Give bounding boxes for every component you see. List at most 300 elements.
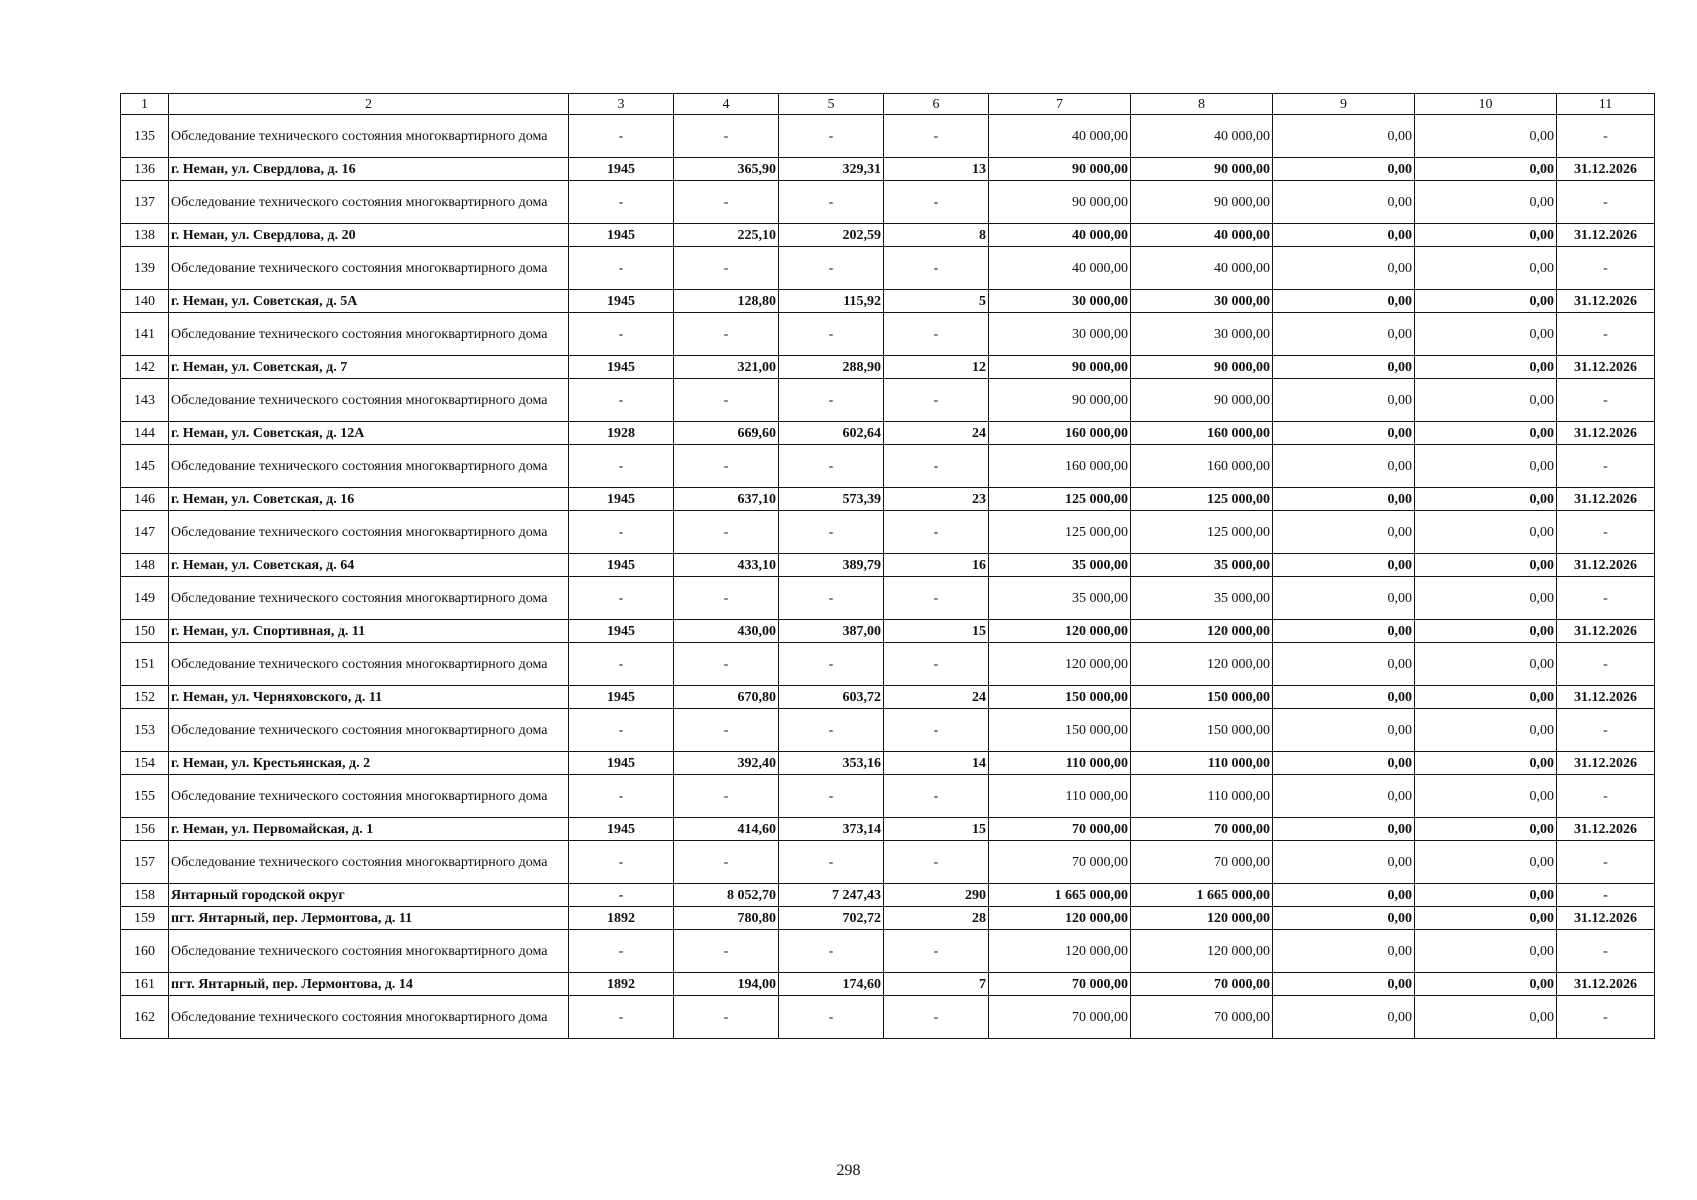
item-name-cell: Обследование технического состояния многоквартирного дома [169,841,569,884]
col6-cell: 24 [884,422,989,445]
year-cell: - [569,379,674,422]
table-row [121,818,1655,841]
col6-cell: 16 [884,554,989,577]
col7-cell: 150 000,00 [989,686,1131,709]
year-cell: - [569,643,674,686]
deadline-cell: - [1557,884,1655,907]
col5-cell: - [779,996,884,1039]
col9-cell: 0,00 [1273,247,1415,290]
col10-cell: 0,00 [1415,996,1557,1039]
col4-cell: 433,10 [674,554,779,577]
col8-cell: 120 000,00 [1131,620,1273,643]
col7-cell: 70 000,00 [989,841,1131,884]
year-cell: 1945 [569,752,674,775]
table-row [121,643,1655,686]
item-name-cell: Обследование технического состояния многоквартирного дома [169,643,569,686]
deadline-cell: - [1557,775,1655,818]
col7-cell: 125 000,00 [989,511,1131,554]
table-row [121,511,1655,554]
table-row [121,379,1655,422]
year-cell: - [569,445,674,488]
deadline-cell: - [1557,577,1655,620]
col8-cell: 160 000,00 [1131,422,1273,445]
col9-cell: 0,00 [1273,554,1415,577]
col6-cell: 15 [884,620,989,643]
col5-cell: - [779,511,884,554]
col5-cell: - [779,775,884,818]
deadline-cell: - [1557,930,1655,973]
col8-cell: 150 000,00 [1131,686,1273,709]
item-name-cell: г. Неман, ул. Советская, д. 64 [169,554,569,577]
col5-cell: - [779,930,884,973]
deadline-cell: - [1557,643,1655,686]
deadline-cell: - [1557,379,1655,422]
year-cell: 1945 [569,686,674,709]
deadline-cell: 31.12.2026 [1557,422,1655,445]
col5-cell: - [779,181,884,224]
item-name-cell: Обследование технического состояния многоквартирного дома [169,379,569,422]
col5-cell: - [779,709,884,752]
column-header: 10 [1415,94,1557,115]
col5-cell: 115,92 [779,290,884,313]
col10-cell: 0,00 [1415,973,1557,996]
deadline-cell: 31.12.2026 [1557,554,1655,577]
col6-cell: - [884,775,989,818]
col6-cell: - [884,996,989,1039]
col8-cell: 70 000,00 [1131,818,1273,841]
col10-cell: 0,00 [1415,620,1557,643]
col9-cell: 0,00 [1273,356,1415,379]
col4-cell: 392,40 [674,752,779,775]
column-header: 5 [779,94,884,115]
col5-cell: 7 247,43 [779,884,884,907]
col9-cell: 0,00 [1273,181,1415,224]
item-name-cell: пгт. Янтарный, пер. Лермонтова, д. 14 [169,973,569,996]
deadline-cell: 31.12.2026 [1557,290,1655,313]
col5-cell: 702,72 [779,907,884,930]
col4-cell: - [674,577,779,620]
deadline-cell: 31.12.2026 [1557,752,1655,775]
row-number-cell: 160 [121,930,169,973]
col9-cell: 0,00 [1273,907,1415,930]
col4-cell: 780,80 [674,907,779,930]
col4-cell: - [674,181,779,224]
col5-cell: 387,00 [779,620,884,643]
table-row [121,313,1655,356]
col9-cell: 0,00 [1273,643,1415,686]
col10-cell: 0,00 [1415,907,1557,930]
row-number-cell: 153 [121,709,169,752]
col6-cell: 13 [884,158,989,181]
col4-cell: 637,10 [674,488,779,511]
col7-cell: 40 000,00 [989,247,1131,290]
column-number-row [121,94,1655,115]
col8-cell: 90 000,00 [1131,356,1273,379]
col8-cell: 120 000,00 [1131,930,1273,973]
item-name-cell: Обследование технического состояния многоквартирного дома [169,313,569,356]
column-header: 2 [169,94,569,115]
item-name-cell: Обследование технического состояния многоквартирного дома [169,115,569,158]
col7-cell: 120 000,00 [989,643,1131,686]
col9-cell: 0,00 [1273,996,1415,1039]
column-header: 6 [884,94,989,115]
table-row [121,996,1655,1039]
column-header: 7 [989,94,1131,115]
col9-cell: 0,00 [1273,158,1415,181]
row-number-cell: 150 [121,620,169,643]
year-cell: - [569,930,674,973]
col5-cell: 373,14 [779,818,884,841]
table-row [121,930,1655,973]
col7-cell: 160 000,00 [989,445,1131,488]
deadline-cell: 31.12.2026 [1557,686,1655,709]
col4-cell: - [674,379,779,422]
col9-cell: 0,00 [1273,709,1415,752]
col6-cell: 14 [884,752,989,775]
item-name-cell: г. Неман, ул. Советская, д. 12А [169,422,569,445]
row-number-cell: 161 [121,973,169,996]
col7-cell: 70 000,00 [989,996,1131,1039]
col7-cell: 30 000,00 [989,313,1131,356]
deadline-cell: - [1557,313,1655,356]
table-row [121,115,1655,158]
deadline-cell: - [1557,996,1655,1039]
col6-cell: 23 [884,488,989,511]
row-number-cell: 155 [121,775,169,818]
col7-cell: 110 000,00 [989,775,1131,818]
col8-cell: 110 000,00 [1131,752,1273,775]
col8-cell: 150 000,00 [1131,709,1273,752]
col6-cell: 28 [884,907,989,930]
col8-cell: 160 000,00 [1131,445,1273,488]
deadline-cell: 31.12.2026 [1557,620,1655,643]
col9-cell: 0,00 [1273,488,1415,511]
col10-cell: 0,00 [1415,686,1557,709]
col7-cell: 70 000,00 [989,973,1131,996]
col10-cell: 0,00 [1415,818,1557,841]
row-number-cell: 162 [121,996,169,1039]
deadline-cell: - [1557,247,1655,290]
col4-cell: - [674,313,779,356]
col8-cell: 40 000,00 [1131,224,1273,247]
deadline-cell: - [1557,115,1655,158]
col4-cell: 430,00 [674,620,779,643]
col7-cell: 120 000,00 [989,907,1131,930]
row-number-cell: 158 [121,884,169,907]
col9-cell: 0,00 [1273,379,1415,422]
col9-cell: 0,00 [1273,511,1415,554]
table-row [121,158,1655,181]
col10-cell: 0,00 [1415,379,1557,422]
col7-cell: 90 000,00 [989,356,1131,379]
row-number-cell: 143 [121,379,169,422]
col4-cell: - [674,445,779,488]
table-row [121,907,1655,930]
col5-cell: 174,60 [779,973,884,996]
deadline-cell: 31.12.2026 [1557,158,1655,181]
table-row [121,620,1655,643]
item-name-cell: Обследование технического состояния многоквартирного дома [169,930,569,973]
item-name-cell: Обследование технического состояния многоквартирного дома [169,996,569,1039]
col7-cell: 120 000,00 [989,620,1131,643]
column-header: 3 [569,94,674,115]
row-number-cell: 148 [121,554,169,577]
col7-cell: 40 000,00 [989,224,1131,247]
col8-cell: 70 000,00 [1131,973,1273,996]
table-row [121,356,1655,379]
item-name-cell: г. Неман, ул. Свердлова, д. 20 [169,224,569,247]
col4-cell: 365,90 [674,158,779,181]
col5-cell: 288,90 [779,356,884,379]
table-row [121,686,1655,709]
deadline-cell: 31.12.2026 [1557,818,1655,841]
col5-cell: 353,16 [779,752,884,775]
col4-cell: - [674,775,779,818]
col10-cell: 0,00 [1415,577,1557,620]
col6-cell: 7 [884,973,989,996]
year-cell: - [569,313,674,356]
item-name-cell: Обследование технического состояния многоквартирного дома [169,577,569,620]
col10-cell: 0,00 [1415,313,1557,356]
table-row [121,445,1655,488]
col5-cell: - [779,313,884,356]
row-number-cell: 149 [121,577,169,620]
col10-cell: 0,00 [1415,554,1557,577]
col10-cell: 0,00 [1415,224,1557,247]
item-name-cell: Янтарный городской округ [169,884,569,907]
col4-cell: 128,80 [674,290,779,313]
col8-cell: 30 000,00 [1131,313,1273,356]
col6-cell: 5 [884,290,989,313]
page-number: 298 [836,1162,861,1179]
col4-cell: - [674,709,779,752]
col4-cell: - [674,643,779,686]
year-cell: - [569,577,674,620]
col6-cell: - [884,511,989,554]
col10-cell: 0,00 [1415,115,1557,158]
item-name-cell: г. Неман, ул. Первомайская, д. 1 [169,818,569,841]
row-number-cell: 159 [121,907,169,930]
col7-cell: 35 000,00 [989,554,1131,577]
col9-cell: 0,00 [1273,290,1415,313]
col5-cell: - [779,577,884,620]
item-name-cell: Обследование технического состояния многоквартирного дома [169,445,569,488]
table-row [121,488,1655,511]
deadline-cell: 31.12.2026 [1557,488,1655,511]
year-cell: - [569,511,674,554]
item-name-cell: Обследование технического состояния многоквартирного дома [169,709,569,752]
col4-cell: 414,60 [674,818,779,841]
col6-cell: - [884,181,989,224]
year-cell: 1945 [569,224,674,247]
col5-cell: 603,72 [779,686,884,709]
col4-cell: - [674,841,779,884]
item-name-cell: г. Неман, ул. Крестьянская, д. 2 [169,752,569,775]
year-cell: 1945 [569,356,674,379]
col9-cell: 0,00 [1273,973,1415,996]
col7-cell: 35 000,00 [989,577,1131,620]
table-row [121,775,1655,818]
deadline-cell: 31.12.2026 [1557,356,1655,379]
col5-cell: - [779,247,884,290]
col9-cell: 0,00 [1273,818,1415,841]
year-cell: - [569,709,674,752]
col6-cell: - [884,643,989,686]
col9-cell: 0,00 [1273,422,1415,445]
col10-cell: 0,00 [1415,643,1557,686]
row-number-cell: 139 [121,247,169,290]
year-cell: 1945 [569,158,674,181]
table-row [121,973,1655,996]
col6-cell: - [884,445,989,488]
col9-cell: 0,00 [1273,686,1415,709]
deadline-cell: - [1557,511,1655,554]
item-name-cell: г. Неман, ул. Черняховского, д. 11 [169,686,569,709]
table-body [121,94,1655,1039]
col10-cell: 0,00 [1415,181,1557,224]
col4-cell: - [674,996,779,1039]
col10-cell: 0,00 [1415,158,1557,181]
deadline-cell: - [1557,709,1655,752]
col6-cell: - [884,709,989,752]
col8-cell: 35 000,00 [1131,554,1273,577]
col6-cell: - [884,247,989,290]
column-header: 11 [1557,94,1655,115]
row-number-cell: 136 [121,158,169,181]
year-cell: 1892 [569,973,674,996]
row-number-cell: 137 [121,181,169,224]
col10-cell: 0,00 [1415,841,1557,884]
col7-cell: 120 000,00 [989,930,1131,973]
col9-cell: 0,00 [1273,224,1415,247]
col4-cell: 225,10 [674,224,779,247]
col9-cell: 0,00 [1273,752,1415,775]
col10-cell: 0,00 [1415,775,1557,818]
col5-cell: 202,59 [779,224,884,247]
col6-cell: 8 [884,224,989,247]
col8-cell: 120 000,00 [1131,907,1273,930]
table-row [121,422,1655,445]
col7-cell: 40 000,00 [989,115,1131,158]
year-cell: 1892 [569,907,674,930]
col8-cell: 90 000,00 [1131,158,1273,181]
year-cell: - [569,247,674,290]
table-row [121,577,1655,620]
col6-cell: - [884,841,989,884]
col8-cell: 125 000,00 [1131,511,1273,554]
item-name-cell: пгт. Янтарный, пер. Лермонтова, д. 11 [169,907,569,930]
col6-cell: 24 [884,686,989,709]
row-number-cell: 142 [121,356,169,379]
col6-cell: 12 [884,356,989,379]
item-name-cell: Обследование технического состояния многоквартирного дома [169,181,569,224]
col7-cell: 150 000,00 [989,709,1131,752]
row-number-cell: 156 [121,818,169,841]
col5-cell: 602,64 [779,422,884,445]
col8-cell: 120 000,00 [1131,643,1273,686]
col10-cell: 0,00 [1415,511,1557,554]
col10-cell: 0,00 [1415,422,1557,445]
col6-cell: - [884,313,989,356]
year-cell: - [569,996,674,1039]
table-row [121,224,1655,247]
col4-cell: - [674,247,779,290]
year-cell: - [569,841,674,884]
year-cell: 1945 [569,290,674,313]
col4-cell: 670,80 [674,686,779,709]
col9-cell: 0,00 [1273,445,1415,488]
col8-cell: 35 000,00 [1131,577,1273,620]
deadline-cell: 31.12.2026 [1557,907,1655,930]
data-table [120,93,1655,1039]
item-name-cell: Обследование технического состояния многоквартирного дома [169,775,569,818]
col10-cell: 0,00 [1415,356,1557,379]
deadline-cell: - [1557,445,1655,488]
table-row [121,247,1655,290]
col7-cell: 1 665 000,00 [989,884,1131,907]
table-row [121,752,1655,775]
row-number-cell: 135 [121,115,169,158]
col7-cell: 30 000,00 [989,290,1131,313]
item-name-cell: г. Неман, ул. Советская, д. 7 [169,356,569,379]
col6-cell: - [884,379,989,422]
deadline-cell: - [1557,181,1655,224]
table-row [121,554,1655,577]
col8-cell: 110 000,00 [1131,775,1273,818]
row-number-cell: 147 [121,511,169,554]
col5-cell: 329,31 [779,158,884,181]
col9-cell: 0,00 [1273,115,1415,158]
col10-cell: 0,00 [1415,290,1557,313]
col8-cell: 90 000,00 [1131,181,1273,224]
col6-cell: - [884,930,989,973]
year-cell: - [569,115,674,158]
col10-cell: 0,00 [1415,884,1557,907]
col4-cell: 194,00 [674,973,779,996]
table-row [121,841,1655,884]
item-name-cell: г. Неман, ул. Спортивная, д. 11 [169,620,569,643]
year-cell: - [569,884,674,907]
col10-cell: 0,00 [1415,247,1557,290]
col5-cell: - [779,643,884,686]
row-number-cell: 140 [121,290,169,313]
item-name-cell: Обследование технического состояния многоквартирного дома [169,247,569,290]
col7-cell: 90 000,00 [989,379,1131,422]
year-cell: 1945 [569,554,674,577]
col7-cell: 70 000,00 [989,818,1131,841]
col9-cell: 0,00 [1273,930,1415,973]
row-number-cell: 141 [121,313,169,356]
col8-cell: 70 000,00 [1131,996,1273,1039]
col4-cell: - [674,511,779,554]
col4-cell: 669,60 [674,422,779,445]
col7-cell: 110 000,00 [989,752,1131,775]
item-name-cell: г. Неман, ул. Советская, д. 5А [169,290,569,313]
col5-cell: 389,79 [779,554,884,577]
col5-cell: - [779,115,884,158]
col9-cell: 0,00 [1273,620,1415,643]
col10-cell: 0,00 [1415,930,1557,973]
row-number-cell: 157 [121,841,169,884]
row-number-cell: 146 [121,488,169,511]
row-number-cell: 144 [121,422,169,445]
col4-cell: 8 052,70 [674,884,779,907]
col5-cell: 573,39 [779,488,884,511]
col10-cell: 0,00 [1415,709,1557,752]
row-number-cell: 138 [121,224,169,247]
col6-cell: 290 [884,884,989,907]
item-name-cell: г. Неман, ул. Советская, д. 16 [169,488,569,511]
